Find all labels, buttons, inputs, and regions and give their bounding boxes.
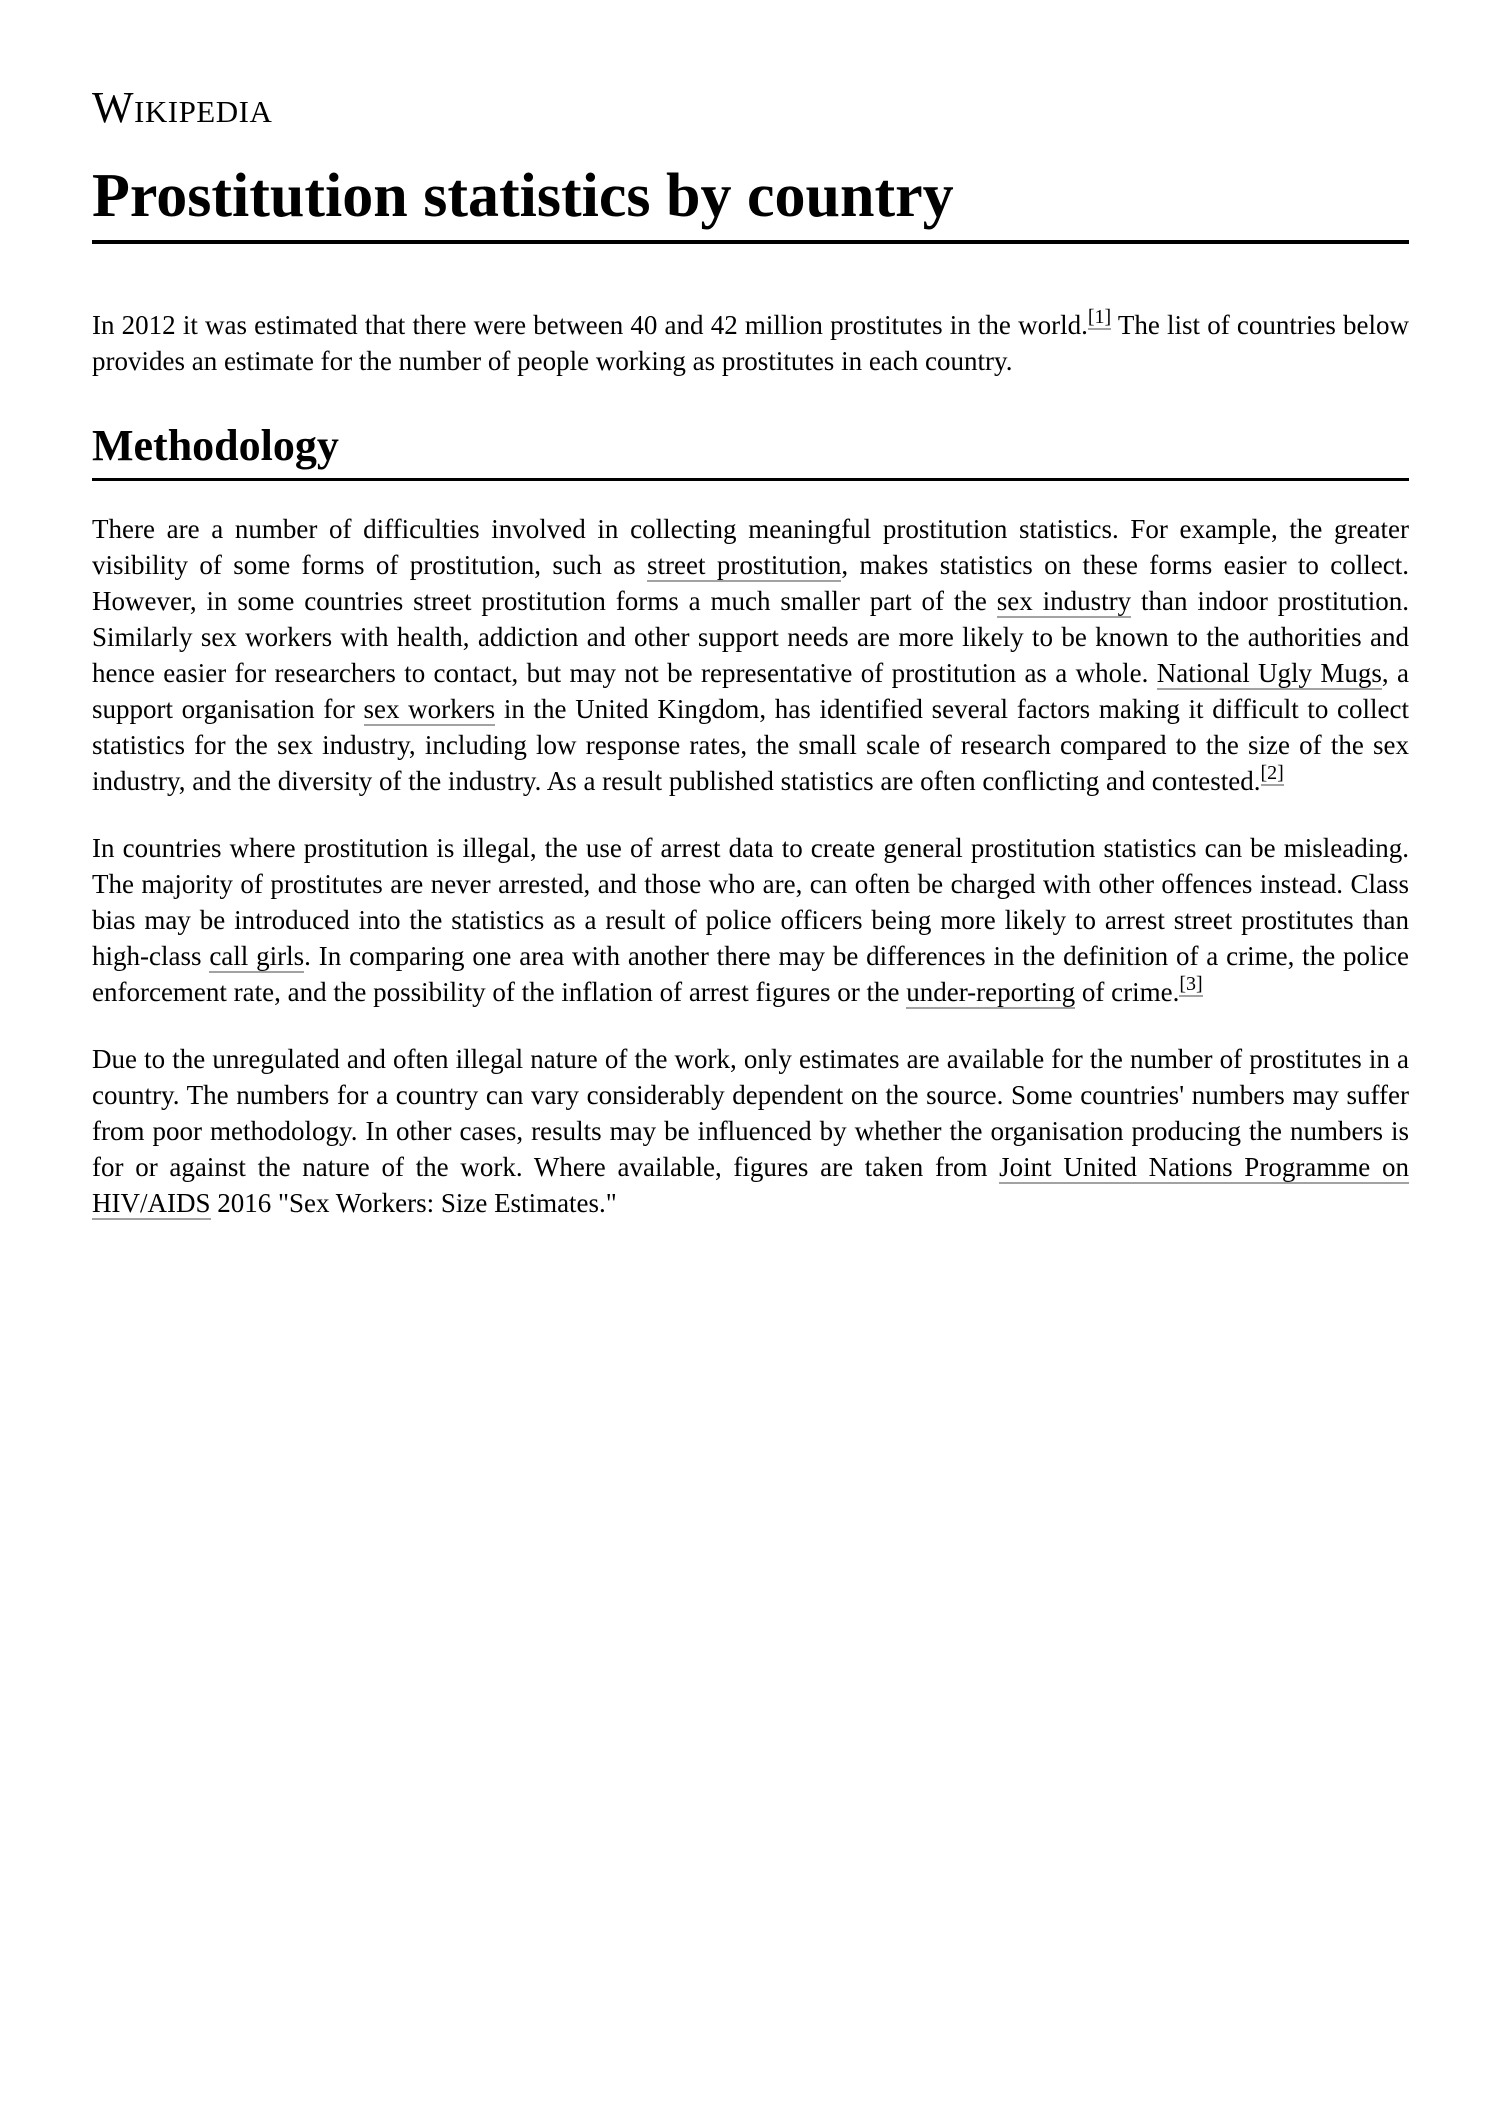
citation-3 [1179, 973, 1202, 997]
text: , makes statistics on these forms easier to collect. However, in some countries street prostitution forms a much smaller part of the [92, 550, 1409, 616]
text: There are a number of difficulties involved in collecting meaningful prostitution statistics. For example, the greater visibility of some forms of prostitution, such as [92, 514, 1409, 580]
link-national-ugly-mugs[interactable]: National Ugly Mugs [1156, 658, 1382, 688]
text: 2016 "Sex Workers: Size Estimates." [210, 1188, 617, 1218]
link-call-girls[interactable]: call girls [209, 941, 305, 971]
text: of crime. [1075, 977, 1180, 1007]
wikipedia-logo[interactable]: Wikipedia [92, 83, 273, 132]
methodology-paragraph-3 [92, 1041, 1409, 1221]
intro-text-1: In 2012 it was estimated that there were between 40 and 42 million prostitutes in the world. [92, 310, 1088, 340]
citation-1-link[interactable]: [1] [1087, 306, 1112, 328]
methodology-paragraph-2 [92, 830, 1409, 1010]
methodology-section [92, 511, 1409, 1252]
citation-3-link[interactable]: [3] [1179, 973, 1203, 995]
text: Due to the unregulated and often illegal nature of the work, only estimates are available for the number of prostitutes in a country. The numbers for a country can vary considerably dependent on the source. Some countries' numbers may suffer from poor methodology. In other cases, results may be influenced by whether the organisation producing the numbers is for or against the nature of the work. Where available, figures are taken from [92, 1044, 1409, 1182]
section-heading-methodology: Methodology [92, 418, 1409, 481]
citation-2-link[interactable]: [2] [1260, 762, 1284, 784]
link-sex-industry[interactable]: sex industry [996, 586, 1132, 616]
link-unaids[interactable]: Joint United Nations Programme on HIV/AIDS [92, 1152, 1409, 1218]
link-sex-workers[interactable]: sex workers [363, 694, 496, 724]
text: In countries where prostitution is illegal, the use of arrest data to create general prostitution statistics can be misleading. The majority of prostitutes are never arrested, and those who are, can often be charged with other offences instead. Class bias may be introduced into the statistics as a result of police officers being more likely to arrest street prostitutes than high-class [92, 833, 1409, 971]
text: than indoor prostitution. Similarly sex workers with health, addiction and other support needs are more likely to be known to the authorities and hence easier for researchers to contact, but may not be representative of prostitution as a whole. [92, 586, 1410, 688]
intro-section [92, 307, 1409, 410]
citation-1 [1088, 306, 1111, 330]
link-under-reporting[interactable]: under-reporting [906, 977, 1076, 1007]
methodology-paragraph-1 [92, 511, 1409, 799]
citation-2 [1261, 762, 1284, 786]
page-title: Prostitution statistics by country [92, 160, 1409, 244]
link-street-prostitution[interactable]: street prostitution [647, 550, 842, 580]
text: . In comparing one area with another there may be differences in the definition of a crime, the police enforcement rate, and the possibility of the inflation of arrest figures or the [92, 941, 1409, 1007]
text: , a support organisation for [92, 658, 1410, 724]
intro-paragraph [92, 307, 1409, 379]
intro-text-2: The list of countries below provides an estimate for the number of people working as prostitutes in each country. [92, 310, 1409, 376]
text: in the United Kingdom, has identified several factors making it difficult to collect statistics for the sex industry, including low response rates, the small scale of research compared to the size of the sex industry, and the diversity of the industry. As a result published statistics are often conflicting and contested. [92, 694, 1410, 796]
